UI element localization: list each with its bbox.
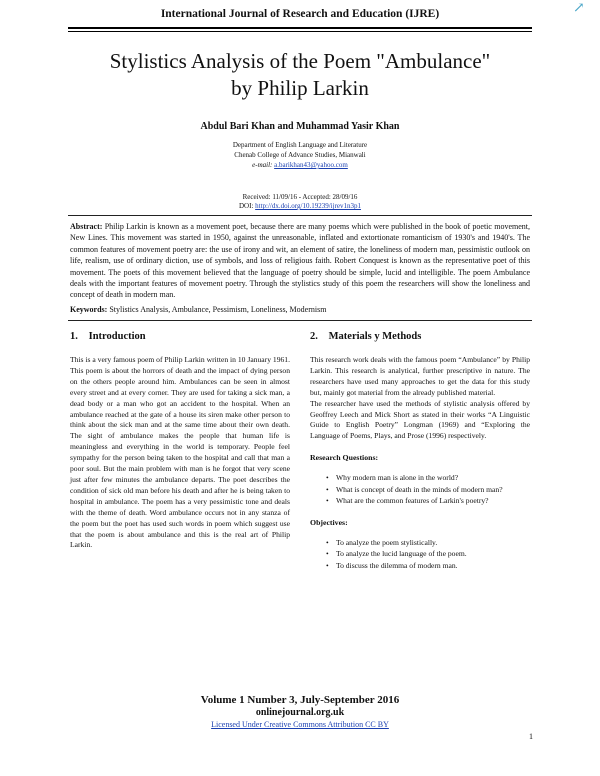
objectives-heading: Objectives:: [310, 517, 348, 527]
left-column: [70, 331, 290, 551]
rule-above-abstract: [68, 215, 532, 216]
affiliation-email-line: [0, 160, 600, 170]
authors: Abdul Bari Khan and Muhammad Yasir Khan: [200, 121, 400, 132]
header-rule-thin: [68, 31, 532, 32]
header-rule: [68, 27, 532, 29]
affiliation-dept: Department of English Language and Literature: [232, 141, 368, 149]
footer-site: onlinejournal.org.uk: [255, 707, 345, 718]
section-heading-methods: [310, 331, 530, 342]
section-title: Introduction: [88, 331, 146, 342]
bullet-icon: •: [326, 537, 329, 547]
affiliation: [0, 140, 600, 170]
affiliation-college: Chenab College of Advance Studies, Mianwali: [234, 151, 366, 159]
bullet-icon: •: [326, 473, 329, 483]
objectives-list: [310, 538, 530, 572]
title-line-1: Stylistics Analysis of the Poem "Ambulance": [109, 49, 491, 73]
research-questions-list: [310, 473, 530, 507]
page-number: 1: [529, 732, 533, 741]
footer-license-link[interactable]: Licensed Under Creative Commons Attribution CC BY: [211, 720, 389, 729]
email-label: e-mail:: [252, 161, 273, 169]
bullet-icon: •: [326, 549, 329, 559]
abstract-label: Abstract:: [70, 222, 103, 231]
list-item: • To analyze the lucid language of the poem.: [326, 549, 467, 559]
section-number: 2.: [310, 331, 318, 342]
abstract: [70, 221, 530, 301]
bullet-icon: •: [326, 560, 329, 570]
list-item: • To discuss the dilemma of modern man.: [326, 560, 458, 570]
list-item: • What are the common features of Larkin's poetry?: [326, 496, 489, 506]
list-item: • What is concept of death in the minds of modern man?: [326, 484, 503, 494]
research-questions-heading: Research Questions:: [310, 453, 379, 463]
section-title: Materials y Methods: [328, 331, 422, 342]
footer-volume: Volume 1 Number 3, July-September 2016: [200, 694, 400, 706]
keywords: [70, 305, 530, 314]
title-line-2: by Philip Larkin: [231, 76, 369, 100]
doi-line: [0, 202, 600, 211]
doi-link[interactable]: http://dx.doi.org/10.19239/ijrev1n3p1: [255, 202, 361, 210]
bullet-icon: •: [326, 484, 329, 494]
right-column: [310, 331, 530, 572]
paper-title: [60, 48, 540, 102]
rule-below-keywords: [68, 320, 532, 321]
introduction-paragraph: This is a very famous poem of Philip Larkin written in 10 January 1961. This poem is about the horrors of death and the impact of dying person on the others people around him. Ambulances can be seen in almost every street and at every corner. They are used for taking a sick man, a dead body or a man who got an accident to the hospital. When an ambulance reached at the gate of a house its siren make other person to think about the sick man and at the same time about their own death. The sight of ambulance makes the people that human life is meaningless and everything in the world is temporary. People feel sympathy for the person being taken to the hospital and call that man a poor soul. But the main problem with man is he forgot that very scene just after few minutes the ambulance departs. The poet describes the condition of sick old man before his death and after he is being taken to hospital in ambulance. The poem has a very pessimistic tone and deals with the theme of death. Word ambulance occurs not in any stanza of the poem but the poet has used such words in poem which suggest use that the poem is about ambulance and this is the real art of Philip Larkin.: [70, 355, 290, 550]
list-item: • Why modern man is alone in the world?: [326, 473, 459, 483]
abstract-text: Philip Larkin is known as a movement poet, because there are many poems which were published in the book of poetic movement, New Lines. This movement was started in 1950, against the unreasonable, inflated and extortionate romanticism of 1930's and 1940's. The common features of movement poetry are: the use of irony and wit, an element of satire, the loneliness of modern man, pessimistic outlook on life, realism, use of ordinary diction, use of symbols, and loss of religious faith. Robert Conquest is known as the representative poet of this movement. The poets of this movement believed that the language of poetry should be simple, lucid and intelligible. The poem Ambulance deals with the important features of movement poetry. Through the stylistics study of this poem the researchers will show the loneliness and concept of death in modern man.: [70, 222, 530, 300]
list-item: • To analyze the poem stylistically.: [326, 537, 438, 547]
bullet-icon: •: [326, 496, 329, 506]
received-accepted: Received: 11/09/16 - Accepted: 28/09/16: [242, 193, 358, 201]
methods-paragraph-1: This research work deals with the famous poem “Ambulance” by Philip Larkin. This research is analytical, further prescriptive in nature. The researchers have used many approaches to get the data for this study but, mainly got material from the already published material.: [310, 355, 530, 397]
doi-label: DOI:: [239, 202, 254, 210]
section-heading-introduction: [70, 331, 290, 342]
keywords-label: Keywords:: [70, 305, 108, 314]
keywords-text: Stylistics Analysis, Ambulance, Pessimism, Loneliness, Modernism: [109, 305, 327, 314]
journal-header: International Journal of Research and Education (IJRE): [160, 8, 440, 20]
section-number: 1.: [70, 331, 78, 342]
email-link[interactable]: a.barikhan43@yahoo.com: [274, 161, 348, 169]
corner-expand-icon[interactable]: ↗: [573, 1, 585, 16]
dates-block: [0, 193, 600, 211]
methods-paragraph-2: The researcher have used the methods of stylistic analysis offered by Geoffrey Leech and Mick Short as stated in their works “A Linguistic Guide to English Poetry” Longman (1969) and “Exploring the Language of Poems, Plays, and Prose (1996) respectively.: [310, 398, 530, 441]
